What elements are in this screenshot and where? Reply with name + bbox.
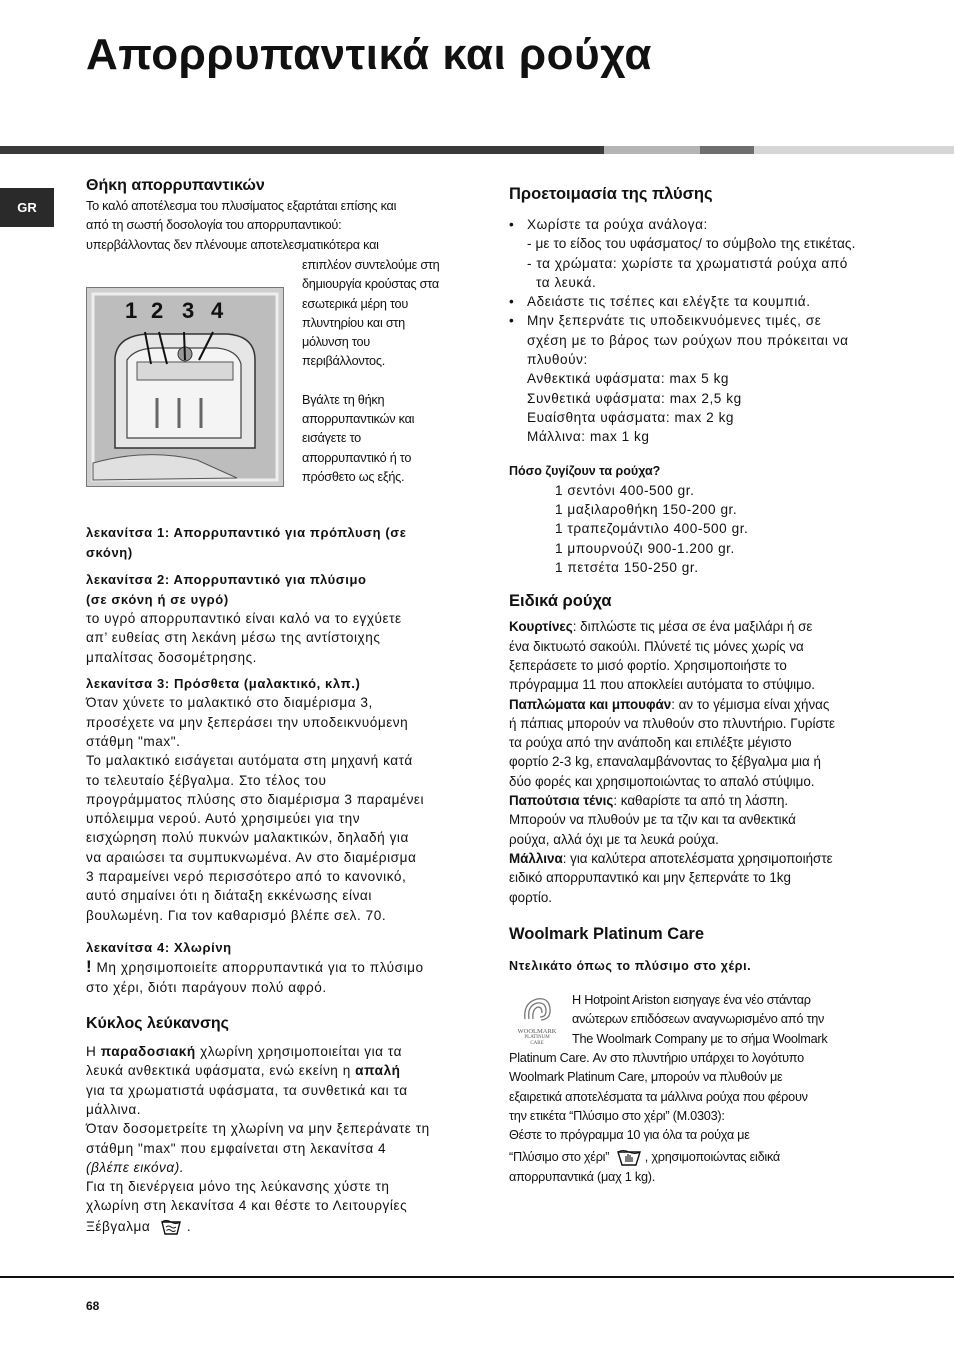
figure-label-3: 3 <box>182 298 195 323</box>
text-line: μπαλίτσας δοσομέτρησης. <box>86 649 258 665</box>
text-line: τα λευκά. <box>536 274 597 290</box>
text-line: - τα χρώματα: χωρίστε τα χρωματιστά ρούχα από <box>527 255 848 271</box>
text-line: Μπορούν να πλυθούν με τα τζιν και τα ανθεκτικά <box>509 812 796 828</box>
woolmark-subheading: Ντελικάτο όπως το πλύσιμο στο χέρι. <box>509 958 752 973</box>
text-line: σκόνη) <box>86 544 133 560</box>
prep-list <box>509 215 889 447</box>
text-line: απ’ ευθείας στη λεκάνη μέσω της αντίστοιχης <box>86 630 381 646</box>
text-fragment: : αν το γέμισμα είναι χήνας <box>671 696 830 712</box>
text-line: αυτό σημαίνει ότι η διάταξη εκκένωσης είναι <box>86 888 372 904</box>
text-line: την ετικέτα “Πλύσιμο στο χέρι” (M.0303): <box>509 1108 725 1123</box>
text-line: πρόγραμμα 11 που αποκλείει αυτόματα το στύψιμο. <box>509 677 816 693</box>
tray3-text <box>86 693 470 925</box>
text-line: (βλέπε εικόνα). <box>86 1159 185 1175</box>
spacer <box>509 205 889 215</box>
text-line: Όταν δοσομετρείτε τη χλωρίνη να μην ξεπεράνατε τη <box>86 1121 430 1137</box>
bleach-text <box>86 1042 470 1236</box>
woolmark-heading: Woolmark Platinum Care <box>509 924 704 943</box>
text-line: δημιουργία κρούστας στα <box>302 277 439 292</box>
text-line: στο χέρι, διότι παράγουν πολύ αφρό. <box>86 979 327 995</box>
text-line: δύο φορές και χρησιμοποιώντας το απαλό στύψιμο. <box>509 773 815 789</box>
text-fragment: Αδειάστε τις τσέπες και ελέγξτε τα κουμπιά. <box>527 294 811 310</box>
woolmark-logo-text: CARE <box>530 1041 544 1046</box>
list-item: 1 σεντόνι 400-500 gr. <box>555 482 695 498</box>
text-line: υπερβάλλοντας δεν πλένουμε αποτελεσματικότερα και <box>86 237 379 252</box>
spacer <box>509 907 889 923</box>
text-line: Woolmark Platinum Care, μπορούν να πλυθούν με <box>509 1070 783 1085</box>
text-line: απορρυπαντικό ή το <box>302 450 412 465</box>
drawer-side-text <box>302 256 472 487</box>
bold-term: απαλή <box>355 1063 401 1079</box>
text-line: εξαιρετικά αποτελέσματα τα μάλλινα ρούχα που φέρουν <box>509 1089 808 1104</box>
text-line: βουλωμένη. Για τον καθαρισμό βλέπε σελ. 70. <box>86 907 387 923</box>
text-line <box>509 1147 899 1167</box>
text-line: ρούχα, αλλά όχι με τα λευκά ρούχα. <box>509 831 719 847</box>
woolmark-side-text <box>572 991 892 1049</box>
rinse-icon <box>159 1216 183 1236</box>
text-line <box>509 617 889 636</box>
tray1-heading <box>86 523 470 562</box>
text-line: περιβάλλοντος. <box>302 354 386 369</box>
weights-list <box>509 481 889 577</box>
bleach-heading: Κύκλος λεύκανσης <box>86 1015 229 1033</box>
text-line: υπόλειμμα νερού. Αυτό χρησιμεύει για την <box>86 811 361 827</box>
woolmark-logo <box>511 993 563 1049</box>
text-line <box>86 1042 470 1061</box>
text-line: Το μαλακτικό εισάγεται αυτόματα στη μηχανή κατά <box>86 753 413 769</box>
text-line: λεκανίτσα 1: Απορρυπαντικό για πρόπλυση (σε <box>86 525 407 540</box>
page-number: 68 <box>86 1299 100 1313</box>
tray4-heading: λεκανίτσα 4: Χλωρίνη <box>86 939 232 955</box>
text-line: στάθμη "max" που εμφαίνεται στη λεκανίτσα 4 <box>86 1140 387 1156</box>
list-item: 1 μαξιλαροθήκη 150-200 gr. <box>555 502 738 518</box>
text-fragment: : για καλύτερα αποτελέσματα χρησιμοποιήστε <box>562 850 833 866</box>
woolmark-logo-text: WOOLMARK <box>517 1028 557 1035</box>
woolmark-icon <box>519 993 555 1023</box>
text-line: Μην ξεπερνάτε τις υποδεικνυόμενες τιμές, σε <box>527 313 822 329</box>
text-line: Για τη διενέργεια μόνο της λεύκανσης χύστε τη <box>86 1179 390 1195</box>
right-column <box>509 183 889 976</box>
text-fragment: χλωρίνη χρησιμοποιείται για τα <box>195 1044 403 1060</box>
text-fragment: λευκά ανθεκτικά υφάσματα, ενώ εκείνη η <box>86 1063 356 1079</box>
bold-term: Κουρτίνες <box>509 619 573 635</box>
figure-label-1: 1 <box>125 298 138 323</box>
drawer-intro <box>86 197 470 255</box>
special-heading: Ειδικά ρούχα <box>509 592 612 611</box>
figure-label-2: 2 <box>151 298 164 323</box>
text-line: επιπλέον συντελούμε στη <box>302 258 440 272</box>
left-column <box>86 175 470 255</box>
header-rule-light <box>604 146 700 154</box>
text-line: από τη σωστή δοσολογία του απορρυπαντικού: <box>86 218 342 233</box>
text-line: ή πάπιας μπορούν να πλυθούν στο πλυντήριο. Γυρίστε <box>509 715 836 731</box>
text-line: προγράμματος πλύσης στο διαμέρισμα 3 παραμένει <box>86 791 425 807</box>
footer-rule <box>0 1276 954 1278</box>
text-line: Platinum Care. Αν στο πλυντήριο υπάρχει το λογότυπο <box>509 1051 804 1065</box>
bold-term: Παπούτσια τένις <box>509 793 614 809</box>
drawer-figure <box>86 287 284 487</box>
text-line: πρόσθετο ως εξής. <box>302 469 405 484</box>
tray2-text <box>86 609 470 667</box>
text-line: Όταν χύνετε το μαλακτικό στο διαμέρισμα 3, <box>86 695 373 711</box>
prep-heading: Προετοιμασία της πλύσης <box>509 185 713 203</box>
weights-heading: Πόσο ζυγίζουν τα ρούχα? <box>509 463 661 478</box>
text-line: Βγάλτε τη θήκη <box>302 392 385 407</box>
text-line: Μάλλινα: max 1 kg <box>527 429 650 445</box>
list-item: 1 τραπεζομάντιλο 400-500 gr. <box>555 521 749 537</box>
text-line <box>86 1216 470 1236</box>
spacer <box>86 997 470 1013</box>
text-line: το υγρό απορρυπαντικό είναι καλό να το εγχύετε <box>86 611 402 626</box>
bullet-icon: • <box>509 217 515 232</box>
text-line: το τελευταίο ξέβγαλμα. Στο τέλος του <box>86 772 327 788</box>
bold-term: Παπλώματα και μπουφάν <box>509 696 672 712</box>
warning-icon: ! <box>86 957 93 977</box>
spacer <box>302 372 472 391</box>
header-rule-end <box>754 146 954 154</box>
text-line: πλυντηρίου και στη <box>302 315 405 330</box>
text-line: μόλυνση του <box>302 335 370 350</box>
text-line <box>509 849 889 868</box>
text-line: απορρυπαντικών και <box>302 412 415 427</box>
text-fragment: Η <box>86 1044 101 1060</box>
spacer <box>86 1035 470 1042</box>
text-line: στάθμη "max". <box>86 733 181 749</box>
bullet-icon: • <box>509 294 515 310</box>
text-line: 3 παραμείνει νερό περισσότερο από το κανονικό, <box>86 869 407 885</box>
text-line: εισάγετε το <box>302 431 361 446</box>
trays-section <box>86 523 470 1236</box>
text-line <box>86 957 470 977</box>
woolmark-text <box>509 1049 899 1187</box>
text-line: χλωρίνη στη λεκανίτσα 4 και θέστε το Λειτουργίες <box>86 1198 408 1214</box>
text-line: λεκανίτσα 2: Απορρυπαντικό για πλύσιμο <box>86 572 367 587</box>
figure-label-4: 4 <box>211 298 224 323</box>
spacer <box>509 577 889 590</box>
text-fragment: Χωρίστε τα ρούχα ανάλογα: <box>527 217 708 232</box>
tray4-warning <box>86 957 470 997</box>
text-line <box>509 791 889 810</box>
list-item: 1 πετσέτα 150-250 gr. <box>555 560 699 576</box>
text-fragment: Ξέβγαλμα <box>86 1218 151 1234</box>
list-item <box>509 292 889 311</box>
text-line: εισχώρηση πολύ πυκνών μαλακτικών, δηλαδή για <box>86 830 409 846</box>
text-line: - με το είδος του υφάσματος/ το σύμβολο της ετικέτας. <box>527 236 856 252</box>
spacer <box>509 945 889 957</box>
warning-text: Μη χρησιμοποιείτε απορρυπαντικά για το πλύσιμο <box>92 960 424 976</box>
tray2-heading <box>86 570 470 609</box>
text-line: ξεπεράσετε το μισό φορτίο. Χρησιμοποιήστε το <box>509 657 787 673</box>
text-line: Ευαίσθητα υφάσματα: max 2 kg <box>527 409 735 425</box>
special-text <box>509 617 889 906</box>
text-line: απορρυπαντικά (μαχ 1 kg). <box>509 1169 656 1184</box>
text-line: ειδικό απορρυπαντικό και μην ξεπερνάτε το 1kg <box>509 870 791 886</box>
spacer <box>86 562 470 570</box>
bold-term: παραδοσιακή <box>100 1044 196 1060</box>
text-line: Συνθετικά υφάσματα: max 2,5 kg <box>527 390 742 406</box>
text-line: εσωτερικά μέρη του <box>302 296 409 311</box>
text-line: προσέχετε να μην ξεπεράσει την υποδεικνυόμενη <box>86 714 409 730</box>
text-line: για τα χρωματιστά υφάσματα, τα συνθετικά και τα <box>86 1082 408 1098</box>
text-line: μάλλινα. <box>86 1101 142 1117</box>
text-line: Θέστε το πρόγραμμα 10 για όλα τα ρούχα με <box>509 1128 750 1143</box>
spacer <box>86 925 470 938</box>
hand-wash-icon <box>616 1147 642 1167</box>
tray3-heading: λεκανίτσα 3: Πρόσθετα (μαλακτικό, κλπ.) <box>86 675 361 691</box>
text-fragment: : καθαρίστε τα από τη λάσπη. <box>613 793 789 809</box>
woolmark-logo-text: PLATINUM <box>524 1035 550 1040</box>
text-line: The Woolmark Company με το σήμα Woolmark <box>572 1031 828 1046</box>
text-fragment: . <box>182 1218 192 1234</box>
text-line: φορτίο. <box>509 889 552 905</box>
text-fragment: : διπλώστε τις μέσα σε ένα μαξιλάρι ή σε <box>572 619 813 635</box>
page-title: Απορρυπαντικά και ρούχα <box>86 30 652 79</box>
bold-term: Μάλλινα <box>509 850 563 866</box>
text-line <box>86 1061 470 1080</box>
text-fragment: “Πλύσιμο στο χέρι” <box>509 1150 610 1165</box>
drawer-heading: Θήκη απορρυπαντικών <box>86 177 265 194</box>
header-rule-mid <box>700 146 754 154</box>
text-line: πλυθούν: <box>527 352 588 368</box>
text-line: ένα δικτυωτό σακούλι. Πλύνετέ τις μόνες χωρίς να <box>509 638 804 654</box>
spacer <box>86 667 470 674</box>
text-line: φορτίο 2-3 kg, επαναλαμβάνοντας το ξέβγαλμα μια ή <box>509 754 821 770</box>
header-rule-dark <box>0 146 604 154</box>
spacer <box>509 447 889 462</box>
list-item <box>509 311 889 446</box>
text-line: τα ρούχα από την ανάποδη και επιλέξτε μέγιστο <box>509 735 792 751</box>
text-line: Το καλό αποτέλεσμα του πλυσίματος εξαρτάται επίσης και <box>86 199 397 213</box>
text-line: να αραιώσει τα συμπυκνωμένα. Αν στο διαμέρισμα <box>86 849 417 865</box>
text-line: σχέση με το βάρος των ρούχων που πρόκειται να <box>527 332 849 348</box>
text-line <box>509 695 889 714</box>
text-line: Η Hotpoint Ariston εισηγαγε ένα νέο στάνταρ <box>572 993 811 1007</box>
bullet-icon: • <box>509 313 515 329</box>
list-item <box>509 215 889 292</box>
language-tab: GR <box>0 188 54 227</box>
text-line: Ανθεκτικά υφάσματα: max 5 kg <box>527 371 730 387</box>
text-line: ανώτερων επιδόσεων αναγνωρισμένο από την <box>572 1012 825 1027</box>
list-item: 1 μπουρνούζι 900-1.200 gr. <box>555 540 735 556</box>
text-fragment: , χρησιμοποιώντας ειδικά <box>641 1150 780 1165</box>
text-line: (σε σκόνη ή σε υγρό) <box>86 591 229 607</box>
